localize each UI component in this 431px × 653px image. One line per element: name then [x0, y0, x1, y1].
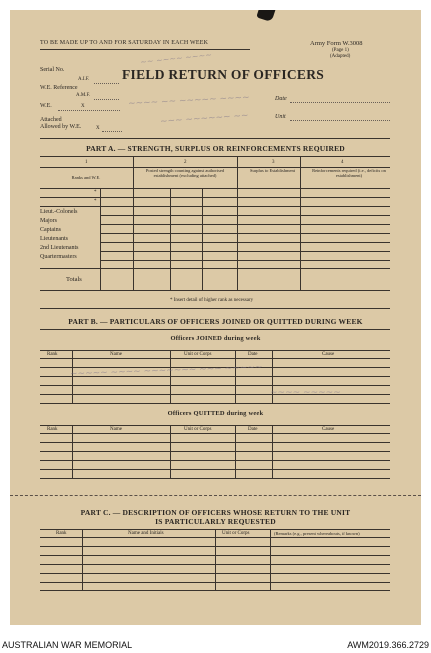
we-label: W.E. [40, 103, 52, 109]
row-label-lieut-colonels: Lieut.-Colonels [40, 209, 78, 215]
form-page: (Page 1) [332, 48, 349, 53]
part-b-heading: PART B. — PARTICULARS OF OFFICERS JOINED OR QUITTED DURING WEEK [68, 317, 363, 326]
footer-accession-number: AWM2019.366.2729 [347, 640, 429, 650]
col-date: Date [248, 427, 258, 432]
star-mark: * [94, 190, 97, 195]
part-a-footnote: * Insert detail of higher rank as necessary [170, 298, 254, 303]
show-through-handwriting: ~~ ~~~~ ~~~~ [139, 50, 213, 67]
col-name: Name [110, 352, 122, 357]
part-a-heading: PART A. — STRENGTH, SURPLUS OR REINFORCEMENTS REQUIRED [86, 144, 345, 153]
column-number: 4 [341, 160, 344, 165]
amf-label: A.M.F. [76, 93, 91, 98]
form-title: FIELD RETURN OF OFFICERS [122, 67, 325, 82]
col-unit-or-corps: Unit or Corps [184, 427, 212, 432]
col-rank: Rank [47, 427, 58, 432]
row-label-2nd-lieutenants: 2nd Lieutenants [40, 245, 79, 251]
show-through-handwriting: ~~~ ~~~~~~ ~~ [159, 110, 249, 128]
column-header-ranks: Ranks and W.E. [71, 175, 101, 180]
star-mark: * [94, 199, 97, 204]
joined-title: Officers JOINED during week [170, 335, 261, 342]
form-adapted: (Adapted) [330, 54, 351, 59]
we-reference-label: W.E. Reference [40, 85, 78, 91]
row-label-lieutenants: Lieutenants [40, 236, 68, 242]
col-cause: Cause [322, 427, 335, 432]
show-through-handwriting: ~~~~ ~~ ~~~~~ ~~~~ [127, 92, 250, 110]
show-through-handwriting: ~~~~ ~~~~~ [270, 388, 341, 398]
row-label-quartermasters: Quartermasters [40, 254, 77, 260]
date-label: Date [275, 96, 287, 102]
col-name-and-initials: Name and Initials [128, 531, 164, 536]
allowed-x-mark: X [96, 126, 100, 131]
show-through-handwriting: ~~~~~ ~~~~ ~~~~~~~ ~~~ ~~~~~ [69, 362, 263, 380]
column-number: 2 [184, 160, 187, 165]
part-c-heading-line2: IS PARTICULARLY REQUESTED [155, 517, 276, 526]
instruction-text: TO BE MADE UP TO AND FOR SATURDAY IN EACH WEEK [40, 40, 209, 46]
serial-no-label: Serial No. [40, 67, 65, 73]
attached-label: Attached [40, 117, 62, 123]
col-cause: Cause [322, 352, 335, 357]
col-unit-or-corps: Unit or Corps [184, 352, 212, 357]
row-label-majors: Majors [40, 218, 57, 224]
col-rank: Rank [47, 352, 58, 357]
col-name: Name [110, 427, 122, 432]
footer-institution: AUSTRALIAN WAR MEMORIAL [2, 640, 133, 650]
form-sheet [10, 10, 421, 625]
row-label-captains: Captains [40, 227, 61, 233]
col-rank: Rank [56, 531, 67, 536]
aif-label: A.I.F. [78, 77, 90, 82]
torn-corner [256, 10, 276, 22]
quitted-title: Officers QUITTED during week [167, 410, 264, 417]
col-unit-or-corps: Unit or Corps [222, 531, 250, 536]
part-c-heading-line1: PART C. — DESCRIPTION OF OFFICERS WHOSE RETURN TO THE UNIT [80, 508, 351, 517]
form-name: Army Form W.3008 [310, 40, 363, 47]
totals-label: Totals [66, 276, 82, 283]
column-number: 3 [272, 160, 275, 165]
col-date: Date [248, 352, 258, 357]
column-header-posted-strength: Posted strength counting against authorised establishment (excluding attached) [145, 168, 225, 178]
column-header-reinforcements: Reinforcements required (i.e., deficits on establishment) [312, 168, 386, 178]
column-number: 1 [85, 160, 88, 165]
col-remarks: (Remarks (e.g., present whereabouts, if known) [274, 531, 360, 536]
unit-label: Unit [275, 114, 286, 120]
column-header-surplus: Surplus to Establishment [250, 168, 295, 173]
we-x-mark: X [81, 104, 85, 109]
allowed-by-we-label: Allowed by W.E. [40, 124, 82, 130]
